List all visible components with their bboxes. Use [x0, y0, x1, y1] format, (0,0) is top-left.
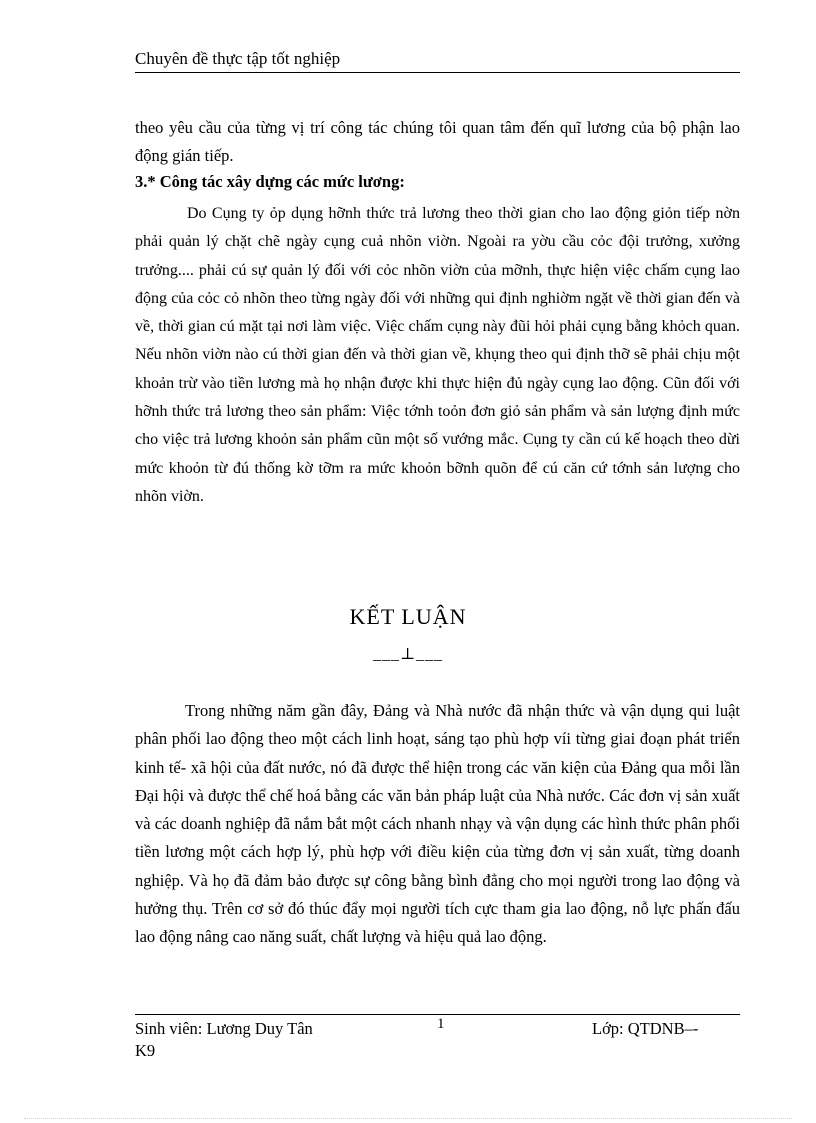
intro-paragraph: theo yêu cầu của từng vị trí công tác chúng tôi quan tâm đến quĩ lương của bộ phận lao động gián tiếp. [135, 118, 740, 165]
footer-student-cont: K9 [135, 1041, 156, 1060]
footer-student-name: Sinh viên: Lương Duy Tân [135, 1019, 313, 1038]
conclusion-paragraph: Trong những năm gần đây, Đảng và Nhà nước đã nhận thức và vận dụng qui luật phân phối lao động theo một cách linh hoạt, sáng tạo phù hợp víi từng giai đoạn phát triển kinh tế- xã hội của đất nước, nó đã được thể hiện trong các văn kiện của Đảng qua mỗi lần Đại hội và được thể chế hoá bằng các văn bản pháp luật của Nhà nước. Các đơn vị sản xuất và các doanh nghiệp đã nắm bắt một cách nhanh nhạy và vận dụng các hình thức phân phối tiền lương một cách hợp lý, phù hợp với điều kiện của từng đơn vị sản xuất, từng doanh nghiệp. Và họ đã đảm bảo được sự công bằng bình đẳng cho mọi người trong lao động và hưởng thụ. Trên cơ sở đó thúc đẩy mọi người tích cực tham gia lao động, nỗ lực phấn đấu lao động nâng cao năng suất, chất lượng và hiệu quả lao động. [135, 701, 740, 947]
footer-rule [135, 1014, 740, 1015]
header-title: Chuyên đề thực tập tốt nghiệp [135, 49, 341, 68]
footer-class: Lớp: QTDNB–- [592, 1019, 699, 1038]
section-paragraph: Do Cụng ty ỏp dụng hỡnh thức trả lương theo thời gian cho lao động giỏn tiếp nờn phải quản lý chặt chẽ ngày cụng cuả nhõn viờn. Ngoài ra yờu cầu cỏc đội trưởng, xưởng trưởng.... phải cú sự quản lý đối với cỏc nhõn viờn của mỡnh, thực hiện việc chấm cụng lao động của cỏc cỏ nhõn theo từng ngày đối với những qui định nghiờm ngặt về thời gian đến và về, thời gian cú mặt tại nơi làm việc. Việc chấm cụng này đũi hỏi phải cụng bằng khỏch quan. Nếu nhõn viờn nào cú thời gian đến và thời gian về, khụng theo qui định thỡ sẽ phải chịu một khoản trừ vào tiền lương mà họ nhận được khi thực hiện đủ ngày cụng lao động. Cũn đối với hỡnh thức trả lương theo sản phẩm: Việc tớnh toỏn đơn giỏ sản phẩm và sản lượng định mức cho việc trả lương khoỏn sản phẩm cũn một số vướng mắc. Cụng ty cần cú kế hoạch theo dừi mức khoỏn từ đú thống kờ tỡm ra mức khoỏn bỡnh quõn để cú căn cứ tớnh sản lượng cho nhõn viờn. [135, 205, 740, 505]
intro-paragraph-block [135, 114, 740, 170]
footer-student [135, 1018, 313, 1062]
page-number: 1 [437, 1016, 445, 1032]
section-heading: 3.* Công tác xây dựng các mức lương: [135, 172, 405, 191]
page-bottom-border [24, 1118, 792, 1119]
conclusion-body [135, 697, 740, 952]
page-header [135, 48, 740, 73]
conclusion-title: KẾT LUẬN [349, 604, 467, 629]
section-body [135, 200, 740, 511]
title-divider: ___⊥___ [372, 646, 444, 663]
